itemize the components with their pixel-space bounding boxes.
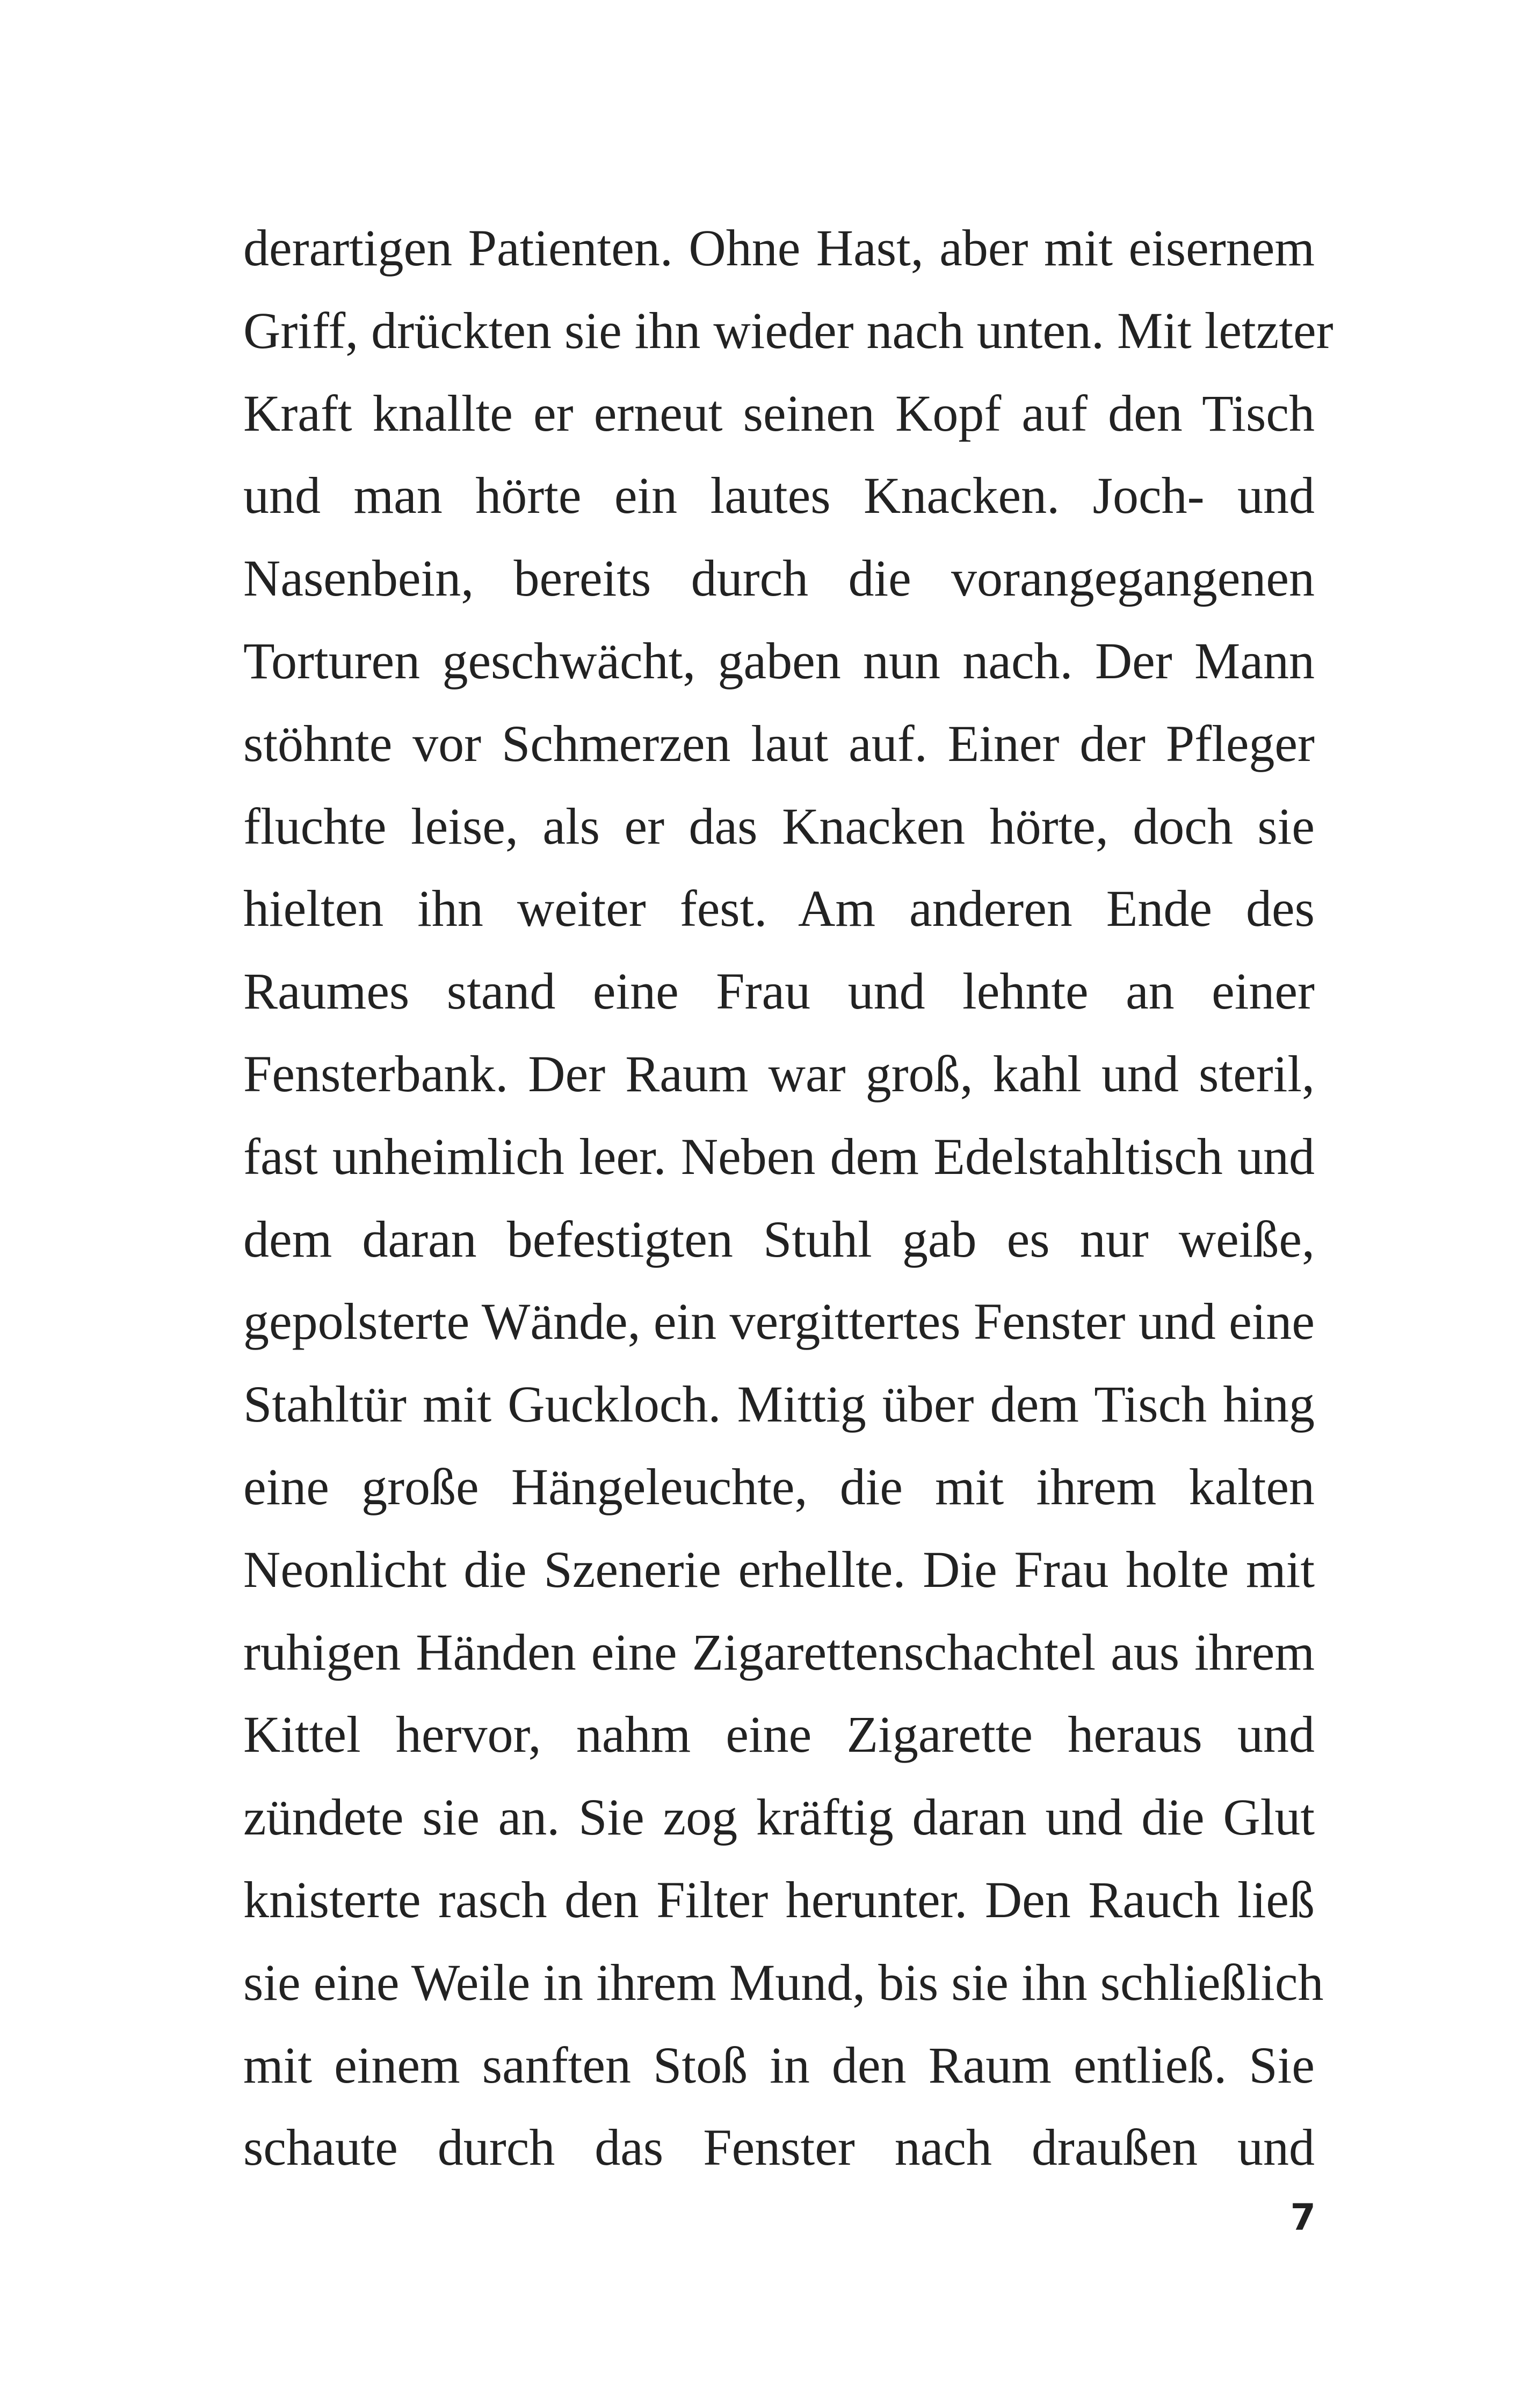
text-line: derartigen Patienten. Ohne Hast, aber mit eisernem (243, 219, 1315, 277)
text-line: zündete sie an. Sie zog kräftig daran und die Glut (243, 1788, 1315, 1846)
text-line: stöhnte vor Schmerzen laut auf. Einer der Pfleger (243, 714, 1315, 772)
text-line: sie eine Weile in ihrem Mund, bis sie ihn schließlich (243, 1953, 1324, 2011)
text-line: Torturen geschwächt, gaben nun nach. Der Mann (243, 632, 1315, 690)
text-line: fast unheimlich leer. Neben dem Edelstahltisch und (243, 1127, 1315, 1185)
text-line: Fensterbank. Der Raum war groß, kahl und steril, (243, 1045, 1315, 1103)
text-line: eine große Hängeleuchte, die mit ihrem kalten (243, 1457, 1315, 1515)
text-line: Kraft knallte er erneut seinen Kopf auf den Tisch (243, 384, 1315, 442)
text-line: ruhigen Händen eine Zigarettenschachtel aus ihrem (243, 1623, 1315, 1681)
text-line: Griff, drückten sie ihn wieder nach unten. Mit letzter (243, 301, 1333, 359)
text-line: Raumes stand eine Frau und lehnte an einer (243, 962, 1315, 1020)
text-line: schaute durch das Fenster nach draußen und (243, 2119, 1315, 2177)
body-text (243, 207, 1333, 2189)
text-line: knisterte rasch den Filter herunter. Den Rauch ließ (243, 1870, 1315, 1928)
text-line: Kittel hervor, nahm eine Zigarette heraus und (243, 1706, 1315, 1764)
text-line: gepolsterte Wände, ein vergittertes Fenster und eine (243, 1293, 1315, 1351)
text-line: dem daran befestigten Stuhl gab es nur weiße, (243, 1210, 1315, 1268)
text-line: Nasenbein, bereits durch die vorangegangenen (243, 549, 1315, 607)
text-line: und man hörte ein lautes Knacken. Joch- und (243, 467, 1315, 525)
text-line: mit einem sanften Stoß in den Raum entließ. Sie (243, 2036, 1315, 2094)
text-line: Stahltür mit Guckloch. Mittig über dem Tisch hing (243, 1375, 1315, 1433)
text-line: hielten ihn weiter fest. Am anderen Ende des (243, 880, 1315, 938)
page-number: 7 (1290, 2196, 1316, 2239)
text-line: Neonlicht die Szenerie erhellte. Die Frau holte mit (243, 1540, 1315, 1598)
text-line: fluchte leise, als er das Knacken hörte, doch sie (243, 797, 1315, 855)
